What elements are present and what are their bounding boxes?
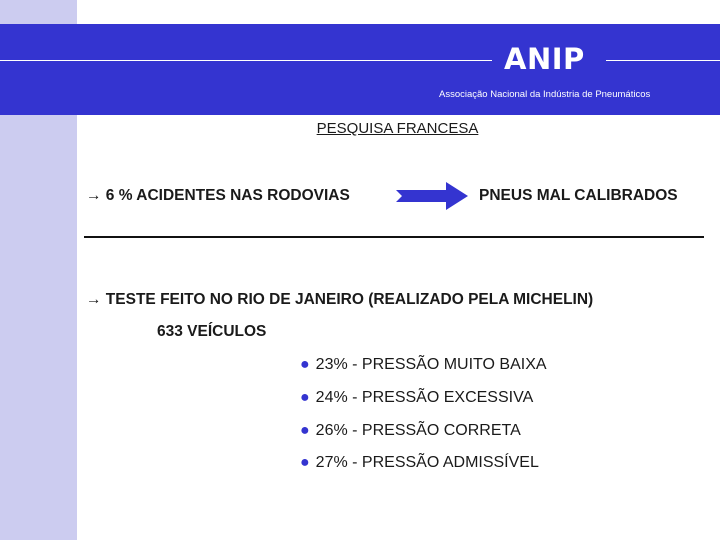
result-text: 24% - PRESSÃO EXCESSIVA bbox=[315, 389, 534, 406]
finding-underinflated-tires: PNEUS MAL CALIBRADOS bbox=[479, 187, 678, 204]
finding-accidents: → 6 % ACIDENTES NAS RODOVIAS bbox=[86, 187, 350, 204]
test-description: → TESTE FEITO NO RIO DE JANEIRO (REALIZADO PELA MICHELIN) bbox=[86, 291, 594, 308]
result-text: 27% - PRESSÃO ADMISSÍVEL bbox=[315, 454, 539, 471]
slide-title: PESQUISA FRANCESA bbox=[316, 120, 479, 137]
list-item bbox=[300, 389, 533, 407]
bullet-icon: ● bbox=[300, 454, 310, 471]
bullet-icon: ● bbox=[300, 422, 310, 439]
horizontal-divider bbox=[84, 236, 704, 238]
logo-subtitle: Associação Nacional da Indústria de Pneumáticos bbox=[439, 89, 651, 100]
list-item bbox=[300, 422, 521, 440]
header-band bbox=[0, 24, 720, 115]
anip-logo: ANIP bbox=[504, 42, 585, 76]
list-item bbox=[300, 356, 547, 374]
header-divider-right bbox=[606, 60, 720, 61]
result-text: 23% - PRESSÃO MUITO BAIXA bbox=[315, 356, 547, 373]
header-divider-left bbox=[0, 60, 492, 61]
right-arrow-icon bbox=[396, 182, 472, 210]
bullet-icon: ● bbox=[300, 389, 310, 406]
bullet-icon: ● bbox=[300, 356, 310, 373]
result-text: 26% - PRESSÃO CORRETA bbox=[315, 422, 521, 439]
vehicle-count: 633 VEÍCULOS bbox=[157, 323, 267, 340]
list-item bbox=[300, 454, 539, 472]
